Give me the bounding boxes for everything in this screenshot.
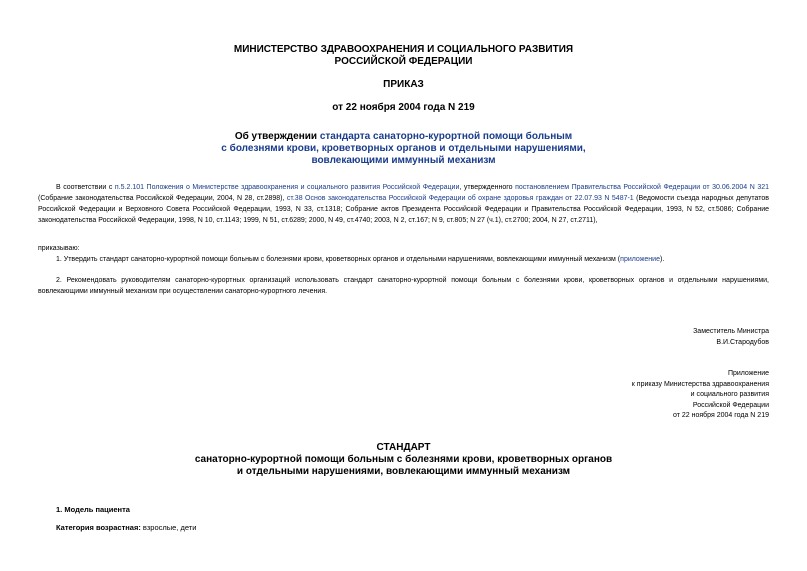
- order-item-1: [38, 254, 769, 265]
- signature-block: [560, 327, 769, 348]
- order-item-1-text: 1. Утвердить стандарт санаторно-курортной помощи больным с болезнями крови, кроветворных органов и отдельными нарушениями, вовлекающими иммунный механизм (: [56, 256, 621, 263]
- doc-title-prefix: Об утверждении: [234, 131, 320, 142]
- preamble-paragraph: [38, 182, 769, 226]
- ministry-line-2: РОССИЙСКОЙ ФЕДЕРАЦИИ: [334, 56, 473, 67]
- appendix-line-4: Российской Федерации: [692, 401, 769, 409]
- preamble-text-4: (Ведомости съезда народных депутатов Российской Федерации и Верховного Совета Российской Федерации, 1993, N 33, ст.1318; Собрание актов Президента Российской Федерации и Правительства Российской Федерации, 1993, N 52, ст.5086; Собрание законодательства Российской Федерации, 1998, N 10, ст.1143; 1999, N 51, ст.6289; 2000, N 49, ст.4740; 2003, N 2, ст.167; N 9, ст.805; N 27 (ч.1), ст.2700; 2004, N 27, ст.2711),: [38, 195, 769, 224]
- signature-position: Заместитель Министра: [693, 328, 769, 335]
- standard-line-3: и отдельными нарушениями, вовлекающими иммунный механизм: [236, 466, 571, 477]
- preamble-text-2: , утвержденного: [459, 184, 516, 191]
- category-age-row: [56, 522, 196, 533]
- appendix-line-5: от 22 ноября 2004 года N 219: [673, 412, 769, 419]
- appendix-line-2: к приказу Министерства здравоохранения: [631, 380, 769, 388]
- category-age-label: Категория возрастная:: [56, 523, 141, 532]
- standard-link[interactable]: стандарта санаторно-курортной помощи больным: [319, 131, 573, 142]
- standard-line-2: санаторно-курортной помощи больным с болезнями крови, кроветворных органов: [194, 454, 613, 465]
- doc-title-line-2[interactable]: с болезнями крови, кроветворных органов и отдельными нарушениями,: [221, 143, 586, 154]
- order-item-1-end: ).: [659, 256, 665, 263]
- preamble-text-1: В соответствии с: [56, 184, 115, 191]
- category-age-value: взрослые, дети: [140, 523, 197, 532]
- regulation-link[interactable]: п.5.2.101 Положения о Министерстве здравоохранения и социального развития Российской Федерации: [114, 184, 460, 191]
- health-law-link[interactable]: ст.38 Основ законодательства Российской Федерации об охране здоровья граждан от 22.07.93 N 5487-1: [286, 195, 634, 202]
- appendix-link[interactable]: приложение: [620, 256, 660, 263]
- appendix-line-3: и социального развития: [690, 391, 769, 398]
- ministry-line-1: МИНИСТЕРСТВО ЗДРАВООХРАНЕНИЯ И СОЦИАЛЬНОГО РАЗВИТИЯ: [233, 44, 574, 55]
- doc-title-line-1: [0, 131, 807, 143]
- section-1-heading: 1. Модель пациента: [56, 505, 130, 514]
- standard-title: СТАНДАРТ: [376, 442, 431, 453]
- prikazyvayu: приказываю:: [38, 245, 80, 252]
- appendix-line-1: Приложение: [727, 370, 769, 377]
- government-decree-link[interactable]: постановлением Правительства Российской Федерации от 30.06.2004 N 321: [515, 184, 770, 191]
- doc-type: ПРИКАЗ: [383, 79, 424, 90]
- doc-title-line-3[interactable]: вовлекающими иммунный механизм: [311, 155, 496, 166]
- signature-name: В.И.Стародубов: [716, 338, 769, 346]
- preamble-text-3: (Собрание законодательства Российской Федерации, 2004, N 28, ст.2898),: [38, 195, 287, 202]
- doc-date: от 22 ноября 2004 года N 219: [332, 102, 475, 113]
- order-item-2: 2. Рекомендовать руководителям санаторно-курортных организаций использовать стандарт санаторно-курортной помощи больным с болезнями крови, кроветворных органов и отдельными нарушениями, вовлекающими иммунный механизм при осуществлении санаторно-курортного лечения.: [38, 277, 769, 295]
- appendix-block: [520, 369, 769, 422]
